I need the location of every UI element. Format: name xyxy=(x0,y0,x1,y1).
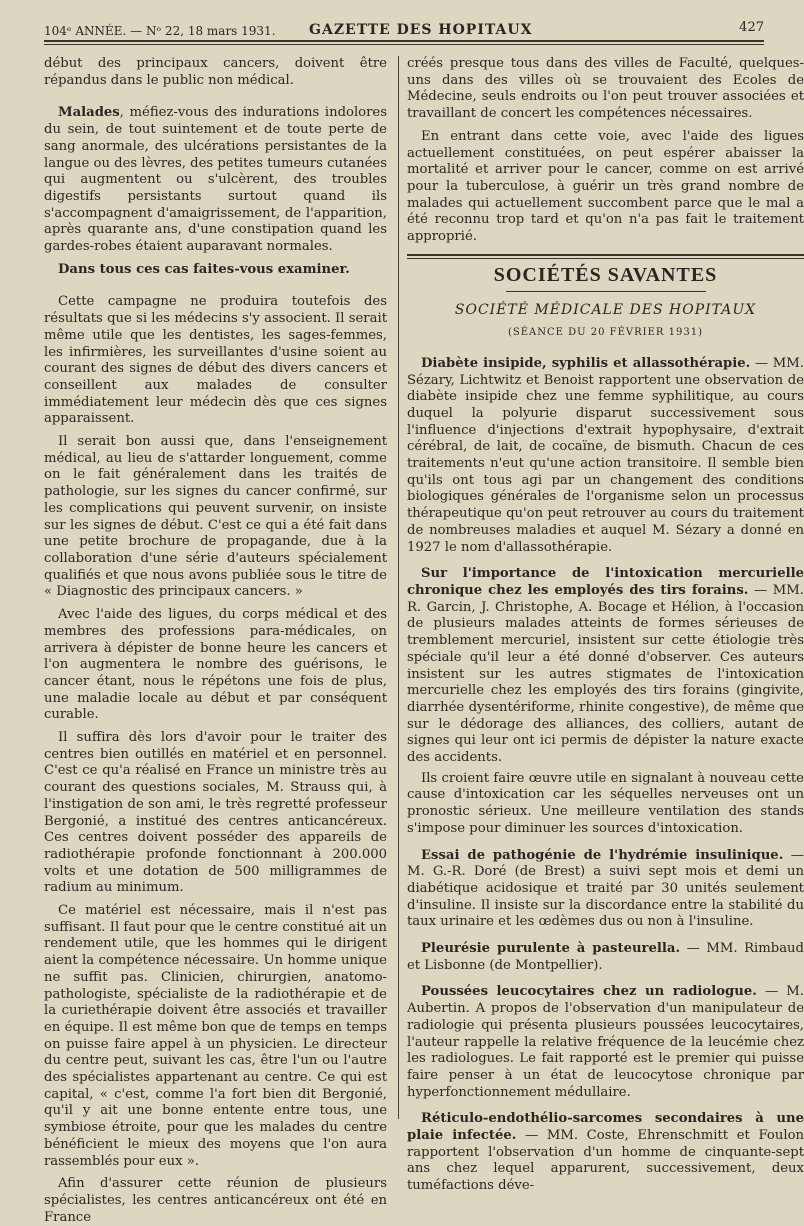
paragraph: En entrant dans cette voie, avec l'aide des ligues actuellement constituées, on peut espérer abaisser la mortalité et arriver pour le cancer, comme on est arrivé pour la tuberculose, à guérir un très grand nombre de malades qui actuellement succombent parce que le mal a été reconnu trop tard et qu'on n'a pas fait le traitement approprié. xyxy=(407,128,804,245)
session-date: (SÉANCE DU 20 FÉVRIER 1931) xyxy=(508,327,703,339)
section-rule xyxy=(407,254,804,256)
article-title: Essai de pathogénie de l'hydrémie insulinique. xyxy=(421,847,784,863)
paragraph: Avec l'aide des ligues, du corps médical et des membres des professions para-médicales, on arrivera à dépister de bonne heure les cancers et l'on augmentera le nombre des guérisons, le cancer étant, nous le répétons une fois de plus, une maladie locale au début et par conséquent curable. xyxy=(44,607,387,723)
paragraph: Cette campagne ne produira toutefois des résultats que si les médecins s'y associent. Il serait même utile que les dentistes, les sages-femmes, les infirmières, les surveillantes d'usine soient au courant des signes de début des divers cancers et conseillent aux malades de consulter immédiatement leur médecin dès que ces signes apparaissent. xyxy=(44,294,387,427)
paragraph: Ils croient faire œuvre utile en signalant à nouveau cette cause d'intoxication car les séquelles nerveuses ont un pronostic sérieux. Une meilleure ventilation des stands s'impose pour diminuer les sources d'intoxication. xyxy=(407,770,804,836)
right-column xyxy=(407,56,804,1194)
callout: Dans tous ces cas faites-vous examiner. xyxy=(58,261,350,277)
article xyxy=(407,848,804,932)
header-rule xyxy=(44,44,764,45)
article xyxy=(407,356,804,556)
paragraph-text: , méfiez-vous des indurations indolores du sein, de tout suintement et de toute perte de sang anormale, des ulcérations persistantes de la langue ou des lèvres, des petites tumeurs cutanées qui augmentent ou s'ulcèrent, des troubles digestifs persistants surtout quand ils s'accompagnent d'amaigrissement, de l'apparition, après quarante ans, d'une constipation quand les gardes-robes étaient auparavant normales. xyxy=(44,105,387,255)
article xyxy=(407,941,804,974)
title-underline xyxy=(506,291,706,292)
paragraph xyxy=(44,105,387,255)
emphasis: Malades xyxy=(58,105,120,121)
paragraph: créés presque tous dans des villes de Faculté, quelques-uns dans des villes où se trouvaient des Ecoles de Médecine, seuls endroits ou l'on peut trouver associées et travaillant de concert les compétences nécessaires. xyxy=(407,56,804,122)
paragraph: début des principaux cancers, doivent être répandus dans le public non médical. xyxy=(44,56,387,88)
section-title: SOCIÉTÉS SAVANTES xyxy=(493,263,718,286)
paragraph: Afin d'assurer cette réunion de plusieurs spécialistes, les centres anticancéreux ont été en France xyxy=(44,1176,387,1225)
left-column xyxy=(44,56,387,1225)
article-title: Poussées leucocytaires chez un radiologue. xyxy=(421,984,757,1000)
columns xyxy=(44,56,804,1226)
article-title: Pleurésie purulente à pasteurella. xyxy=(421,941,681,957)
column-divider xyxy=(398,56,399,1119)
paragraph: Il suffira dès lors d'avoir pour le traiter des centres bien outillés en matériel et en personnel. C'est ce qu'a réalisé en France un ministre très au courant des questions sociales, M. Strauss qui, à l'instigation de son ami, le très regretté professeur Bergonié, a institué des centres anticancéreux. Ces centres doivent posséder des appareils de radiothérapie profonde fonctionnant à 200.000 volts et une dotation de 500 milligrammes de radium au minimum. xyxy=(44,730,387,896)
article-title: Diabète insipide, syphilis et allassothérapie. xyxy=(421,355,751,371)
page-number: 427 xyxy=(739,20,764,35)
journal-title: GAZETTE DES HOPITAUX xyxy=(309,22,533,38)
section-rule-thin xyxy=(407,258,804,259)
society-title: SOCIÉTÉ MÉDICALE DES HOPITAUX xyxy=(454,302,757,319)
article-body: — M. Aubertin. A propos de l'observation d'un manipulateur de radiologie qui présenta plusieurs poussées leucocytaires, l'auteur rappelle la relative fréquence de la leucémie chez les radiologues. Le fait rapporté est le premier qui puisse faire penser à un état de leucocytose chronique par hyperfonctionnement médullaire. xyxy=(407,984,804,1100)
article-body: — MM. R. Garcin, J. Christophe, A. Bocage et Hélion, à l'occasion de plusieurs malades atteints de formes sérieuses de tremblement mercuriel, insistent sur cette étiologie très spéciale qu'il leur a été donné d'observer. Ces auteurs insistent sur les autres stigmates de l'intoxication mercurielle chez les employés des tirs forains (gingivite, diarrhée dysentériforme, rhinite congestive), de même que sur le dédorage des alliances, des colliers, autant de signes qui leur ont ici permis de dépister la nature exacte des accidents. xyxy=(407,582,804,766)
article xyxy=(407,1111,804,1195)
paragraph: Ce matériel est nécessaire, mais il n'est pas suffisant. Il faut pour que le centre constitué ait un rendement utile, que les hommes qui le dirigent aient la compétence nécessaire. Un homme unique ne suffit pas. Clinicien, chirurgien, anatomo-pathologiste, spécialiste de la radiothérapie et de la curiethérapie doivent être associés et travailler en équipe. Il est même bon que de temps en temps on puisse faire appel à un physicien. Le directeur du centre peut, suivant les cas, être l'un ou l'autre des spécialistes appartenant au centre. Ce qui est capital, « c'est, comme l'a fort bien dit Bergonié, qu'il y ait une bonne entente entre tous, une symbiose étroite, pour que les malades du centre bénéficient le mieux des moyens que l'on aura rassemblés pour eux ». xyxy=(44,903,387,1169)
page-header xyxy=(44,14,764,42)
article xyxy=(407,566,804,766)
article-body: — MM. Rimbaud et Lisbonne (de Montpellier). xyxy=(407,941,804,973)
article-body: — MM. Coste, Ehrenschmitt et Foulon rapportent l'observation d'un homme de cinquante-sept ans chez lequel apparurent, successivement, deux tuméfactions déve- xyxy=(407,1128,804,1194)
paragraph: Il serait bon aussi que, dans l'enseignement médical, au lieu de s'attarder longuement, comme on le fait généralement dans les traités de pathologie, sur les signes du cancer confirmé, sur les complications qui peuvent survenir, on insiste sur les signes de début. C'est ce qui a été fait dans une petite brochure de propagande, due à la collaboration d'une série d'auteurs spécialement qualifiés et que nous avons publiée sous le titre de « Diagnostic des principaux cancers. » xyxy=(44,434,387,600)
article-body: — MM. Sézary, Lichtwitz et Benoist rapportent une observation de diabète insipide chez une femme syphilitique, au cours duquel la polyurie disparut successivement sous l'influence d'injections d'extrait hypophysaire, d'extrait cérébral, de lait, de cocaïne, de bismuth. Chacun de ces traitements n'eut qu'une action transitoire. Il semble bien qu'ils ont tous agi par un changement des conditions biologiques générales de l'organisme selon un processus thérapeutique qu'on peut retrouver au cours du traitement de nombreuses maladies et auquel M. Sézary a donné en 1927 le nom d'allassothérapie. xyxy=(407,355,804,555)
article-title: Réticulo-endothélio-sarcomes secondaires à une plaie infectée. xyxy=(407,1111,804,1144)
article xyxy=(407,984,804,1101)
article-title: Sur l'importance de l'intoxication mercurielle chronique chez les employés des tirs forains. xyxy=(407,566,804,598)
issue-info: 104ᵉ ANNÉE. — Nᵒ 22, 18 mars 1931. xyxy=(44,24,276,38)
article-body: — M. G.-R. Doré (de Brest) a suivi sept mois et demi un diabétique acidosique et traité par 30 unités seulement d'insuline. Il insiste sur la discordance entre la stabilité du taux urinaire et les œdèmes dus ou non à l'insuline. xyxy=(407,847,804,930)
